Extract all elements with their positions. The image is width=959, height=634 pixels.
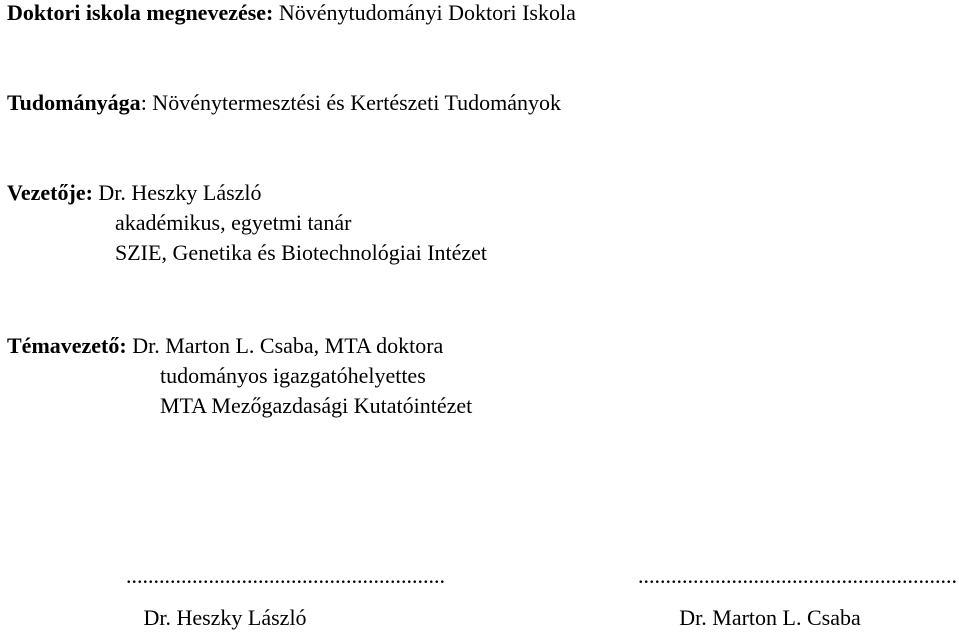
supervisor-label: Témavezető: [7, 333, 127, 358]
supervisor-title: tudományos igazgatóhelyettes [160, 363, 426, 388]
leader-institution: SZIE, Genetika és Biotechnológiai Intézet [115, 240, 488, 265]
signature-name-right: Dr. Marton L. Csaba [679, 605, 861, 630]
science-field-line [7, 92, 561, 114]
science-field-value: : Növénytermesztési és Kertészeti Tudományok [140, 90, 562, 115]
signature-line-right: .......................................................... [638, 563, 957, 588]
leader-name-line [7, 182, 262, 204]
leader-label: Vezetője: [7, 180, 93, 205]
signature-line-left: .......................................................... [126, 563, 445, 588]
supervisor-name: Dr. Marton L. Csaba, MTA doktora [126, 333, 444, 358]
doctoral-school-label: Doktori iskola megnevezése: [7, 0, 274, 25]
science-field-label: Tudományága [7, 90, 141, 115]
supervisor-institution: MTA Mezőgazdasági Kutatóintézet [160, 393, 473, 418]
doctoral-school-line [7, 2, 576, 24]
leader-name: Dr. Heszky László [92, 180, 262, 205]
leader-title: akadémikus, egyetmi tanár [115, 210, 352, 235]
doctoral-school-value: Növénytudományi Doktori Iskola [273, 0, 576, 25]
signature-name-left: Dr. Heszky László [143, 605, 307, 630]
supervisor-name-line [7, 335, 443, 357]
